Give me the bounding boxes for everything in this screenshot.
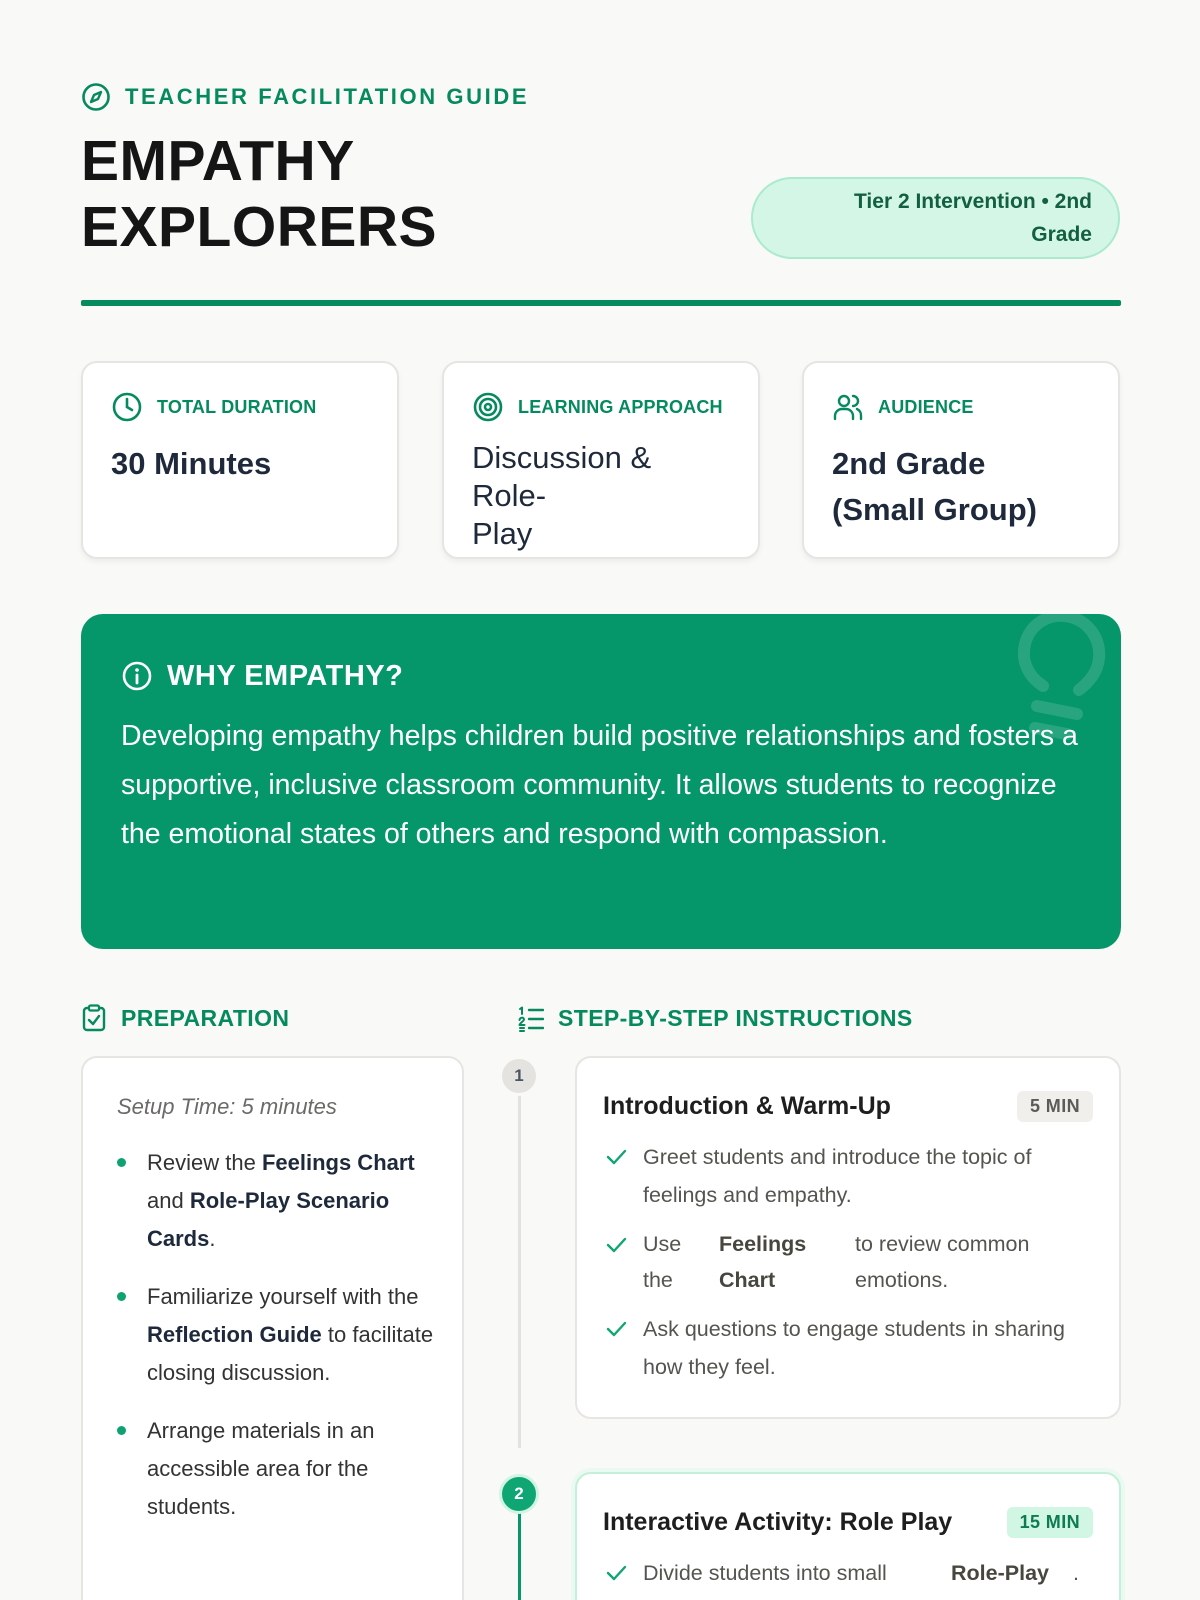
why-title: WHY EMPATHY? (167, 659, 404, 692)
instructions-heading (518, 1002, 913, 1034)
step-card-1 (575, 1056, 1121, 1419)
list-item (603, 1554, 1093, 1592)
eyebrow (81, 82, 529, 112)
lightbulb-icon (1003, 614, 1113, 756)
item-text: Use the (643, 1232, 682, 1292)
item-text: Greet students and introduce the topic of feelings and empathy. (643, 1145, 1032, 1207)
check-icon (605, 1562, 627, 1584)
clock-icon (111, 391, 143, 423)
why-empathy-callout (81, 614, 1121, 949)
preparation-heading (81, 1002, 289, 1034)
item-bold: Feelings Chart (261, 1150, 415, 1175)
stat-value (472, 439, 730, 553)
stat-label: LEARNING APPROACH (518, 396, 723, 417)
timeline-line-active (518, 1510, 521, 1600)
stat-card-duration (81, 361, 399, 559)
item-text: and (147, 1188, 190, 1213)
target-icon (472, 391, 504, 423)
why-text: Developing empathy helps children build positive relationships and fosters a supportive, inclusive classroom community. It allows students to recognize the emotional states of others and respond with compassion. (121, 720, 1078, 850)
step-number-1: 1 (499, 1056, 539, 1096)
check-icon (605, 1234, 627, 1256)
stat-value: 30 Minutes (111, 446, 272, 481)
section-title: STEP-BY-STEP INSTRUCTIONS (558, 1004, 913, 1031)
item-text: Arrange materials in an accessible area for the students. (147, 1418, 375, 1519)
stat-label: TOTAL DURATION (157, 396, 317, 417)
item-text: Ask questions to engage students in sharing how they feel. (643, 1317, 1065, 1379)
compass-icon (81, 82, 111, 112)
duration-badge: 15 MIN (1007, 1507, 1093, 1538)
clipboard-check-icon (81, 1004, 107, 1032)
preparation-list (117, 1144, 438, 1526)
check-icon (605, 1146, 627, 1168)
item-text: to facilitate closing discussion. (147, 1322, 434, 1385)
timeline-line (518, 1080, 521, 1448)
list-item (117, 1412, 438, 1526)
numbered-list-icon (518, 1004, 544, 1032)
title-line-2: EXPLORERS (81, 195, 438, 259)
item-text: Familiarize yourself with the (147, 1284, 419, 1309)
stat-value-line-2: (Small Group) (832, 492, 1037, 527)
item-bold: Reflection Guide (147, 1322, 322, 1347)
list-item (603, 1226, 1093, 1298)
badge-line-2: Grade (1031, 223, 1092, 246)
item-text: Review the (147, 1150, 262, 1175)
step-card-2 (575, 1472, 1121, 1600)
check-icon (605, 1318, 627, 1340)
setup-time: Setup Time: 5 minutes (117, 1094, 337, 1119)
badge-line-1: Tier 2 Intervention • 2nd (853, 190, 1092, 213)
item-text: Divide students into small (643, 1561, 887, 1585)
eyebrow-text: TEACHER FACILITATION GUIDE (125, 84, 530, 109)
stat-value-line-1: Discussion & Role- (472, 440, 652, 513)
guide-page (81, 0, 1121, 1600)
step-list (603, 1554, 1093, 1592)
users-icon (832, 391, 864, 423)
title-line-1: EMPATHY (81, 129, 355, 193)
step-number-2: 2 (499, 1474, 539, 1514)
header-divider (81, 300, 1121, 306)
item-text: . (1073, 1561, 1079, 1585)
duration-badge: 5 MIN (1017, 1091, 1093, 1122)
grade-badge (751, 177, 1120, 259)
stat-card-approach (442, 361, 760, 559)
item-bold: Role-Play (951, 1561, 1049, 1585)
item-text: to review common emotions. (855, 1232, 1030, 1292)
list-item (603, 1310, 1093, 1386)
stat-card-audience (802, 361, 1120, 559)
item-bold: Feelings Chart (719, 1232, 807, 1292)
stat-label: AUDIENCE (878, 396, 974, 417)
list-item (117, 1278, 438, 1392)
info-icon (121, 660, 153, 692)
list-item (603, 1138, 1093, 1214)
item-bold: Role-Play Scenario Cards (147, 1188, 390, 1251)
stat-value-line-2: Play (472, 516, 533, 551)
preparation-card (81, 1056, 464, 1600)
page-title (81, 128, 721, 260)
step-list (603, 1138, 1093, 1386)
section-title: PREPARATION (121, 1004, 290, 1031)
step-title: Interactive Activity: Role Play (603, 1507, 953, 1536)
step-title: Introduction & Warm-Up (603, 1091, 891, 1120)
stat-value (832, 441, 1090, 533)
list-item (117, 1144, 438, 1258)
stat-value-line-1: 2nd Grade (832, 446, 986, 481)
item-text: . (209, 1226, 216, 1251)
